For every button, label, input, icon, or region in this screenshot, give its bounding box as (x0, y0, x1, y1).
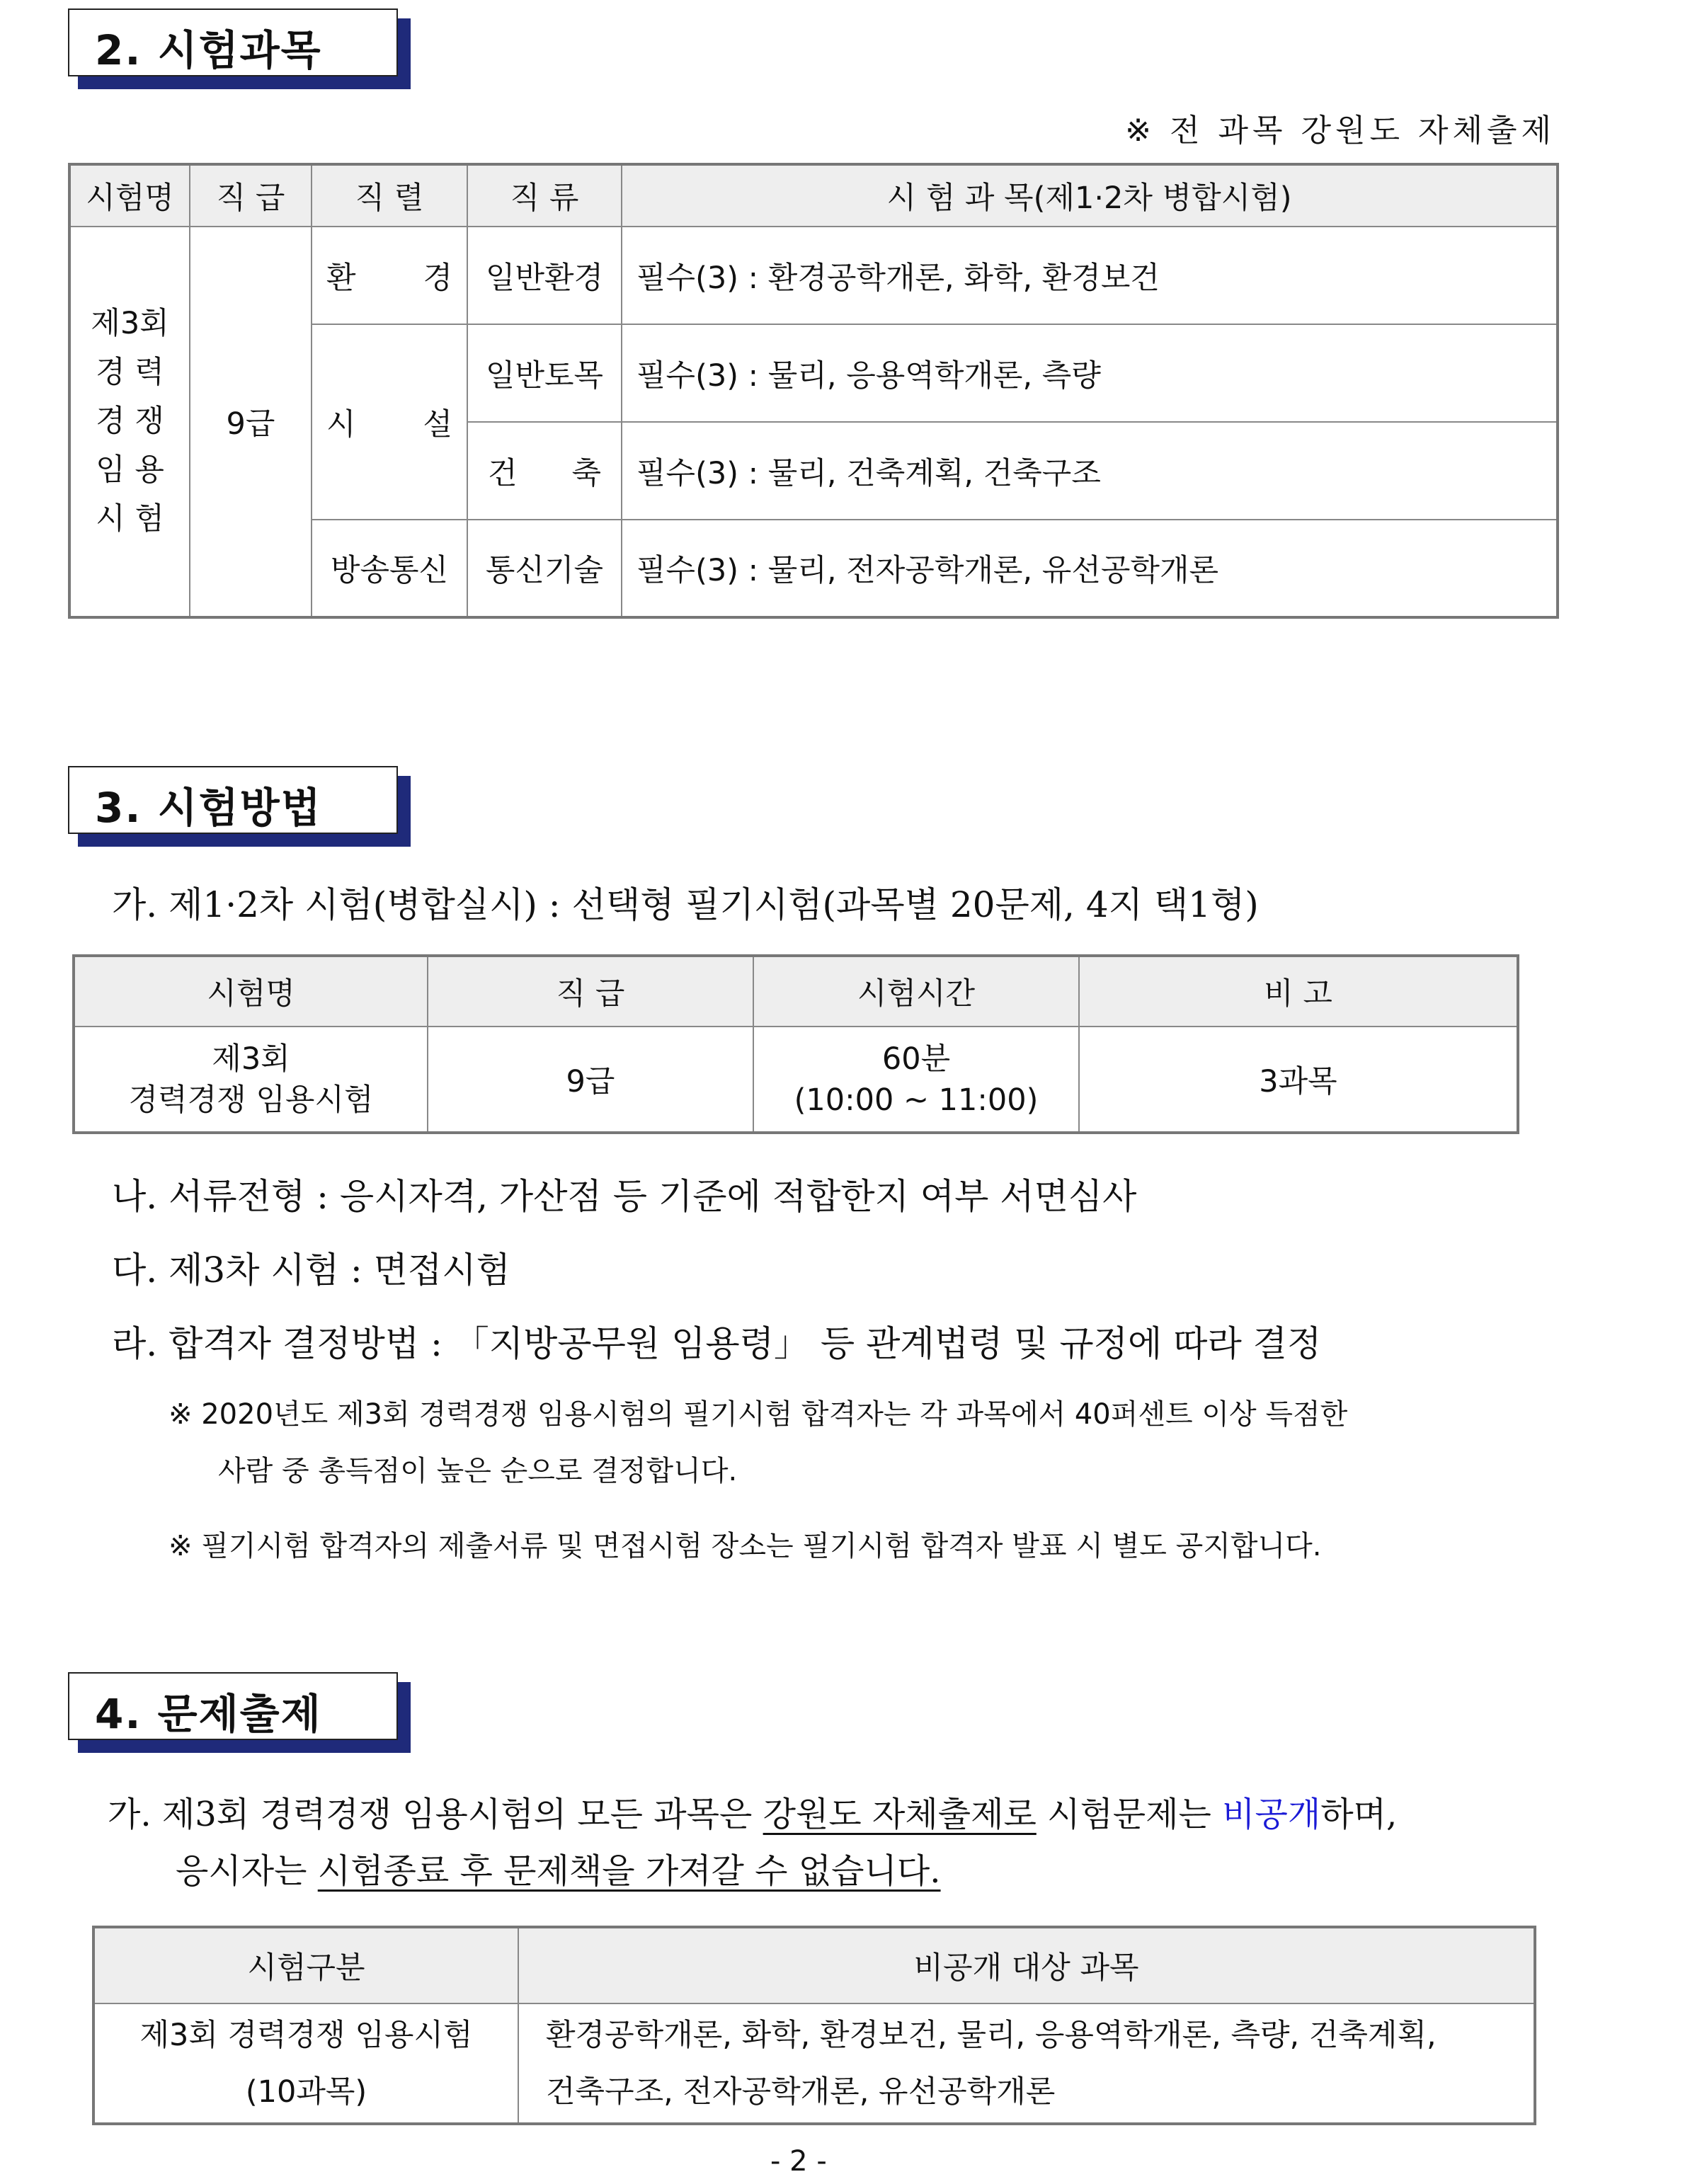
exam-name-line: 제3회 (212, 1041, 290, 1077)
nondisclosure-table (92, 1926, 1536, 2125)
text-span: 응시자는 (176, 1851, 318, 1891)
table-header-row (74, 956, 1518, 1027)
exam-name-cell (69, 227, 190, 617)
subjects-cell: 필수(3) : 물리, 건축계획, 건축구조 (622, 422, 1558, 520)
header-class: 직 류 (467, 164, 622, 227)
table-header-row (93, 1927, 1535, 2003)
subjects-cell: 필수(3) : 물리, 응용역학개론, 측량 (622, 324, 1558, 422)
exam-type-cell (93, 2003, 518, 2124)
exam-method-table (72, 954, 1519, 1134)
header-exam-time: 시험시간 (753, 956, 1079, 1027)
underlined-text: 시험종료 후 문제책을 가져갈 수 없습니다. (317, 1851, 941, 1891)
exam-name-line: 경 쟁 (96, 404, 164, 439)
header-remark: 비 고 (1079, 956, 1518, 1027)
class-cell: 건 축 (467, 422, 622, 520)
class-cell: 일반환경 (467, 227, 622, 324)
text-span: 시험문제는 (1036, 1795, 1223, 1834)
section3-item-ra: 라. 합격자 결정방법 : 「지방공무원 임용령」 등 관계법령 및 규정에 따라 결정 (112, 1323, 1322, 1364)
exam-name-line: 시 험 (96, 501, 164, 537)
header-exam-name: 시험명 (69, 164, 190, 227)
exam-name-line: 임 용 (96, 452, 164, 488)
page-number: - 2 - (770, 2145, 827, 2178)
table-row (74, 1027, 1518, 1133)
section4-item-ga-line2 (176, 1843, 941, 1892)
section2-note: ※ 전 과목 강원도 자체출제 (1125, 113, 1555, 149)
header-subjects: 시 험 과 목(제1·2차 병합시험) (622, 164, 1558, 227)
series-cell: 방송통신 (312, 520, 467, 617)
exam-name-line: 경력경쟁 임용시험 (128, 1082, 374, 1118)
header-exam-name: 시험명 (74, 956, 428, 1027)
text-span: 가. 제3회 경력경쟁 임용시험의 모든 과목은 (108, 1795, 763, 1834)
header-nondisclosure-subjects: 비공개 대상 과목 (518, 1927, 1535, 2003)
blue-text: 비공개 (1222, 1795, 1321, 1834)
class-cell: 통신기술 (467, 520, 622, 617)
table-header-row (69, 164, 1558, 227)
section3-item-ga: 가. 제1·2차 시험(병합실시) : 선택형 필기시험(과목별 20문제, 4지 택1형) (112, 884, 1259, 925)
exam-name-line: 제3회 (91, 306, 169, 341)
subjects-cell: 필수(3) : 물리, 전자공학개론, 유선공학개론 (622, 520, 1558, 617)
section3-item-na: 나. 서류전형 : 응시자격, 가산점 등 기준에 적합한지 여부 서면심사 (112, 1176, 1137, 1217)
exam-subjects-table (68, 163, 1559, 619)
exam-name-cell (74, 1027, 428, 1133)
exam-time-line: 60분 (881, 1041, 951, 1077)
grade-cell: 9급 (428, 1027, 753, 1133)
header-series: 직 렬 (312, 164, 467, 227)
subjects-cell: 필수(3) : 환경공학개론, 화학, 환경보건 (622, 227, 1558, 324)
header-grade: 직 급 (190, 164, 312, 227)
series-cell: 환 경 (312, 227, 467, 324)
subjects-line: 건축구조, 전자공학개론, 유선공학개론 (546, 2074, 1056, 2110)
section4-item-ga-line1 (108, 1787, 1397, 1836)
exam-type-line: 제3회 경력경쟁 임용시험 (139, 2017, 473, 2053)
section2-title: 2. 시험과목 (95, 26, 322, 74)
exam-name-line: 경 력 (96, 355, 164, 390)
subjects-line: 환경공학개론, 화학, 환경보건, 물리, 응용역학개론, 측량, 건축계획, (546, 2017, 1437, 2053)
series-cell: 시 설 (312, 324, 467, 520)
table-row (69, 227, 1558, 324)
section2-heading (68, 8, 401, 79)
header-grade: 직 급 (428, 956, 753, 1027)
section3-note1-line2: 사람 중 총득점이 높은 순으로 결정합니다. (218, 1455, 738, 1487)
subjects-cell (518, 2003, 1535, 2124)
class-cell: 일반토목 (467, 324, 622, 422)
section3-item-da: 다. 제3차 시험 : 면접시험 (112, 1250, 510, 1291)
section4-heading (68, 1672, 401, 1743)
grade-cell: 9급 (190, 227, 312, 617)
section3-title: 3. 시험방법 (95, 784, 322, 832)
section3-note1-line1: ※ 2020년도 제3회 경력경쟁 임용시험의 필기시험 합격자는 각 과목에서 40퍼센트 이상 득점한 (169, 1398, 1348, 1431)
section4-title: 4. 문제출제 (95, 1690, 322, 1738)
remark-cell: 3과목 (1079, 1027, 1518, 1133)
exam-time-line: (10:00 ~ 11:00) (794, 1082, 1039, 1118)
exam-type-line: (10과목) (245, 2074, 367, 2110)
table-row (93, 2003, 1535, 2124)
section3-note2: ※ 필기시험 합격자의 제출서류 및 면접시험 장소는 필기시험 합격자 발표 시 별도 공지합니다. (169, 1530, 1322, 1562)
text-span: 하며, (1320, 1795, 1398, 1834)
underlined-text: 강원도 자체출제로 (763, 1795, 1037, 1834)
header-exam-type: 시험구분 (93, 1927, 518, 2003)
exam-time-cell (753, 1027, 1079, 1133)
section3-heading (68, 766, 401, 837)
